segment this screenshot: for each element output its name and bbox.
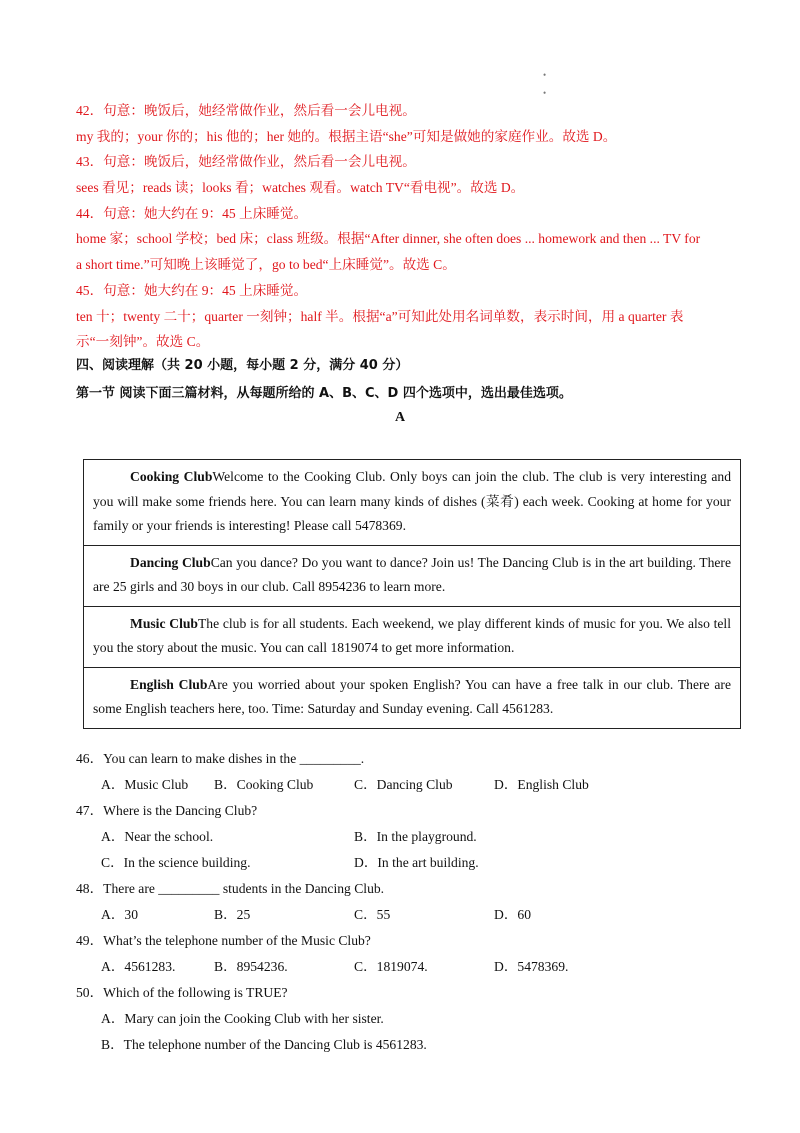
explanation-line: 45．句意：她大约在 9：45 上床睡觉。 <box>76 282 308 298</box>
option-c: C．Dancing Club <box>354 777 453 792</box>
passage-label: A <box>394 410 406 425</box>
club-cell-dancing <box>84 545 740 606</box>
option-b: B．8954236. <box>214 959 288 974</box>
option-a: A．Mary can join the Cooking Club with her sister. <box>101 1011 384 1026</box>
club-cell-english <box>84 667 740 728</box>
option-d: D．In the art building. <box>354 855 479 870</box>
option-d: D．English Club <box>494 777 589 792</box>
club-cell-cooking <box>84 460 740 545</box>
option-b: B．25 <box>214 907 251 922</box>
question-stem: 49．What’s the telephone number of the Music Club? <box>76 933 371 948</box>
option-d: D．5478369. <box>494 959 569 974</box>
question-stem: 50．Which of the following is TRUE? <box>76 985 288 1000</box>
question-stem: 46．You can learn to make dishes in the _________. <box>76 751 365 766</box>
option-c: C．1819074. <box>354 959 428 974</box>
club-name: Cooking Club <box>130 469 213 484</box>
club-name: Music Club <box>130 615 198 631</box>
section-title: 四、阅读理解（共 20 小题，每小题 2 分，满分 40 分） <box>76 358 409 373</box>
question-stem: 48．There are _________ students in the Dancing Club. <box>76 881 385 896</box>
header-mark: • <box>543 70 547 80</box>
explanation-line: 43．句意：晚饭后，她经常做作业，然后看一会儿电视。 <box>76 154 416 170</box>
option-c: C．In the science building. <box>101 855 251 870</box>
option-c: C．55 <box>354 907 391 922</box>
question-list <box>76 746 756 1058</box>
club-name: Dancing Club <box>130 554 211 570</box>
club-name: English Club <box>130 676 208 692</box>
explanation-line: 示“一刻钟”。故选 C。 <box>76 334 210 350</box>
option-a: A．Near the school. <box>101 829 214 844</box>
club-cell-music <box>84 606 740 667</box>
option-row <box>76 824 756 850</box>
club-description: Welcome to the Cooking Club. Only boys can join the club. The club is very interesting and you will make some friends here. You can learn many kinds of dishes (菜肴) each week. Cooking at home for your family or your friends is interesting! Please call 5478369. <box>93 469 731 533</box>
option-row <box>76 1006 756 1032</box>
option-a: A．30 <box>101 907 139 922</box>
header-mark: • <box>543 88 547 98</box>
option-b: B．The telephone number of the Dancing Club is 4561283. <box>101 1037 427 1052</box>
option-row <box>76 850 756 876</box>
section-instructions: 第一节 阅读下面三篇材料，从每题所给的 A、B、C、D 四个选项中，选出最佳选项。 <box>76 386 572 401</box>
club-description: The club is for all students. Each weekend, we play different kinds of music for you. We also tell you the story about the music. You can call 1819074 to get more information. <box>93 615 731 655</box>
answer-explanations <box>76 98 736 355</box>
explanation-line: a short time.”可知晚上该睡觉了，go to bed“上床睡觉”。故选 C。 <box>76 257 456 273</box>
option-a: A．4561283. <box>101 959 176 974</box>
option-row <box>76 902 756 928</box>
explanation-line: sees 看见；reads 读；looks 看；watches 观看。watch TV“看电视”。故选 D。 <box>76 180 525 196</box>
explanation-line: ten 十；twenty 二十；quarter 一刻钟；half 半。根据“a”可知此处用名词单数，表示时间，用 a quarter 表 <box>76 308 684 324</box>
explanation-line: 42．句意：晚饭后，她经常做作业，然后看一会儿电视。 <box>76 103 416 118</box>
question-stem: 47．Where is the Dancing Club? <box>76 803 258 818</box>
option-row <box>76 772 756 798</box>
header-marks <box>543 66 549 102</box>
club-description: Can you dance? Do you want to dance? Join us! The Dancing Club is in the art building. There are 25 girls and 30 boys in our club. Call 8954236 to learn more. <box>93 554 731 594</box>
club-table <box>83 459 741 729</box>
explanation-line: 44．句意：她大约在 9：45 上床睡觉。 <box>76 205 308 221</box>
option-b: B．In the playground. <box>354 829 477 844</box>
option-row <box>76 954 756 980</box>
option-a: A．Music Club <box>101 777 189 792</box>
option-d: D．60 <box>494 907 532 922</box>
option-row <box>76 1032 756 1058</box>
club-description: Are you worried about your spoken English? You can have a free talk in our club. There are some English teachers here, too. Time: Saturday and Sunday evening. Call 4561283. <box>93 676 731 716</box>
explanation-line: my 我的；your 你的；his 他的；her 她的。根据主语“she”可知是做她的家庭作业。故选 D。 <box>76 128 617 144</box>
option-b: B．Cooking Club <box>214 777 314 792</box>
explanation-line: home 家；school 学校；bed 床；class 班级。根据“After dinner, she often does ... homework and then ... TV for <box>76 231 701 247</box>
